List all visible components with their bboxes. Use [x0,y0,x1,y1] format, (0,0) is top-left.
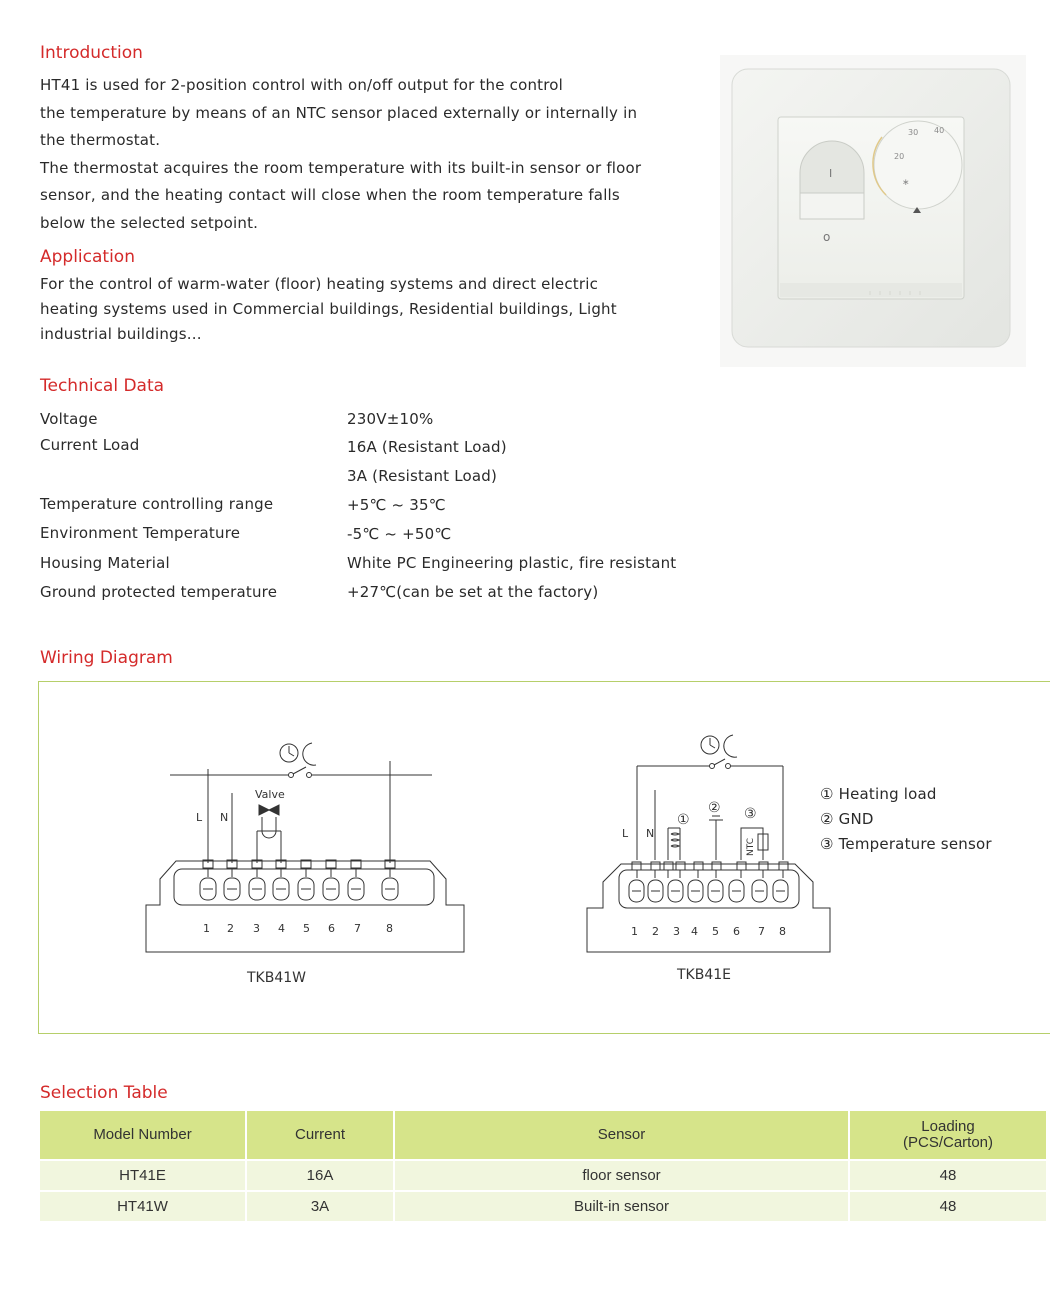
header-current: Current [246,1111,394,1160]
terminal-number: 3 [673,925,680,938]
introduction-heading: Introduction [40,43,143,63]
table-row [40,1191,1046,1221]
line-label: L [622,827,629,840]
terminal-number: 3 [253,922,260,935]
intro-line: sensor, and the heating contact will close when the room temperature falls [40,186,620,204]
application-heading: Application [40,247,135,267]
tech-label-env-temp: Environment Temperature [40,524,241,542]
line-label: L [196,811,203,824]
selection-table [40,1111,1046,1221]
application-line: heating systems used in Commercial buildings, Residential buildings, Light [40,300,617,318]
terminal-number: 2 [652,925,659,938]
dial-mark: 40 [934,126,945,135]
switch-on-mark: I [829,167,833,180]
cell-model: HT41E [40,1160,246,1191]
dial-mark: 20 [894,152,905,161]
terminal-number: 8 [386,922,393,935]
terminal-number: 5 [712,925,719,938]
ntc-label: NTC [746,838,756,856]
legend-item: ② GND [820,810,874,828]
cell-loading: 48 [849,1191,1046,1221]
terminal-number: 2 [227,922,234,935]
cell-model: HT41W [40,1191,246,1221]
marker-temp-sensor: ③ [744,806,757,822]
wiring-legend [820,782,992,857]
cell-loading: 48 [849,1160,1046,1191]
cell-current: 16A [246,1160,394,1191]
application-line: industrial buildings... [40,325,202,343]
table-header-row [40,1111,1046,1160]
terminal-number: 7 [758,925,765,938]
application-line: For the control of warm-water (floor) heating systems and direct electric [40,275,599,293]
dial-mark: ∗ [902,178,910,188]
header-model-number: Model Number [40,1111,246,1160]
diagram-title-tkb41w: TKB41W [247,970,306,986]
cell-sensor: floor sensor [394,1160,849,1191]
table-row [40,1160,1046,1191]
tech-label-ground-temp: Ground protected temperature [40,583,278,601]
terminal-number: 6 [733,925,740,938]
intro-line: below the selected setpoint. [40,213,259,232]
wiring-diagram-tkb41w [140,735,470,990]
thermostat-photo [720,55,1026,367]
tech-value-voltage: 230V±10% [347,410,434,428]
marker-heating-load: ① [677,812,690,828]
header-loading-line2: (PCS/Carton) [902,1134,994,1151]
neutral-label: N [220,811,229,824]
terminal-number: 1 [631,925,638,938]
cell-current: 3A [246,1191,394,1221]
tech-value-housing: White PC Engineering plastic, fire resistant [347,554,677,572]
technical-data-heading: Technical Data [40,376,165,396]
header-loading [849,1111,1046,1160]
tech-value-temp-range: +5℃ ~ 35℃ [347,496,446,514]
dial-mark: 30 [908,128,919,137]
tech-label-temp-range: Temperature controlling range [40,495,274,513]
legend-item: ① Heating load [820,785,937,803]
neutral-label: N [646,827,655,840]
intro-line: HT41 is used for 2-position control with on/off output for the control [40,76,564,94]
tech-label-voltage: Voltage [40,410,98,428]
terminal-number: 4 [691,925,698,938]
legend-item: ③ Temperature sensor [820,835,992,853]
diagram-title-tkb41e: TKB41E [677,967,731,983]
tech-value-env-temp: -5℃ ~ +50℃ [347,525,452,543]
intro-line: The thermostat acquires the room temperature with its built-in sensor or floor [40,158,642,177]
tech-value-ground-temp: +27℃(can be set at the factory) [347,583,599,601]
introduction-text [40,72,700,237]
tech-label-housing: Housing Material [40,554,170,572]
tech-value-current-load-2: 3A (Resistant Load) [347,467,498,485]
cell-sensor: Built-in sensor [394,1191,849,1221]
valve-label: Valve [255,788,285,801]
terminal-number: 8 [779,925,786,938]
header-sensor: Sensor [394,1111,849,1160]
terminal-number: 4 [278,922,285,935]
intro-line: the temperature by means of an NTC sensor placed externally or internally in [40,103,638,122]
tech-label-current-load: Current Load [40,436,140,454]
terminal-number: 7 [354,922,361,935]
header-loading-line1: Loading [921,1118,975,1135]
intro-line: the thermostat. [40,131,161,149]
wiring-heading: Wiring Diagram [40,648,173,668]
application-text [40,272,700,347]
marker-gnd: ② [708,800,721,816]
terminal-number: 6 [328,922,335,935]
tech-value-current-load: 16A (Resistant Load) [347,438,507,456]
switch-off-mark: o [823,230,831,244]
selection-table-heading: Selection Table [40,1083,168,1103]
wiring-diagram-tkb41e [585,730,835,985]
terminal-number: 5 [303,922,310,935]
terminal-number: 1 [203,922,210,935]
